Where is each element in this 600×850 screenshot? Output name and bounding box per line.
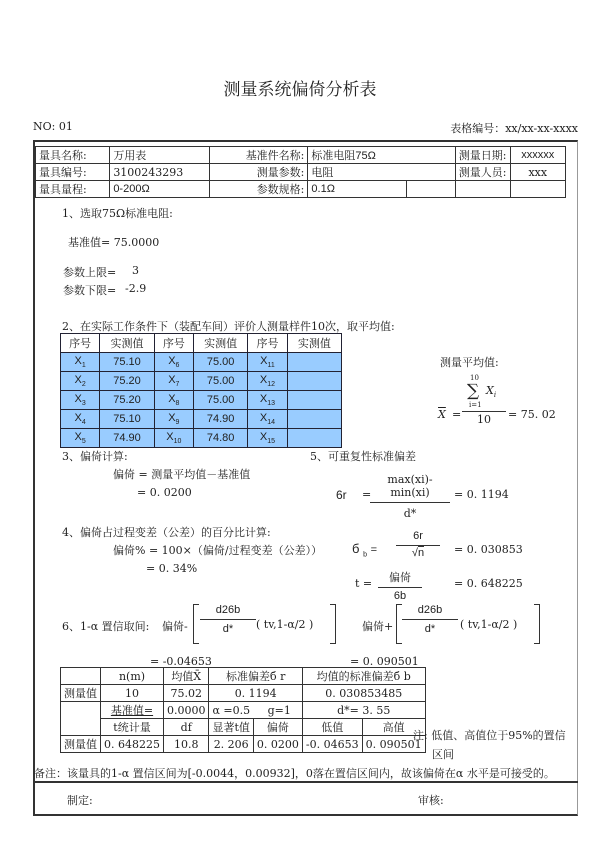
ci-denominator: d* (222, 623, 234, 635)
measured-value: 74.90 (100, 429, 154, 448)
section5-title: 5、可重复性标准偏差 (310, 450, 416, 463)
result-cell: 0. 0200 (253, 736, 302, 753)
sample-letter: X (259, 392, 268, 405)
bias-percent-formula: 偏倚% = 100×（偏倚/过程变差（公差）） (113, 544, 323, 557)
ci-denominator: d* (424, 623, 436, 635)
equals: = (370, 544, 378, 556)
note-line2: 区间 (432, 748, 454, 761)
sample-letter: X (74, 430, 82, 443)
column-header: 显著t值 (209, 719, 253, 736)
sample-letter: X (168, 354, 176, 367)
operator: xxx (510, 164, 566, 181)
sigma-icon: ∑ (467, 381, 480, 401)
sample-number: 12 (267, 381, 276, 389)
sample-index (61, 372, 100, 391)
sample-letter: X (74, 411, 82, 424)
sample-number: 2 (81, 381, 86, 389)
ci-high-result: = 0. 090501 (350, 655, 419, 668)
col-n: n(m) (101, 668, 164, 685)
sample-letter: X (259, 373, 268, 386)
sample-index (248, 429, 287, 448)
column-header: 序号 (154, 334, 193, 353)
sample-letter: X (168, 392, 176, 405)
measured-value: 75.20 (100, 372, 154, 391)
column-header: 实测值 (194, 334, 248, 353)
sum-index: i=1 (469, 401, 482, 409)
result-cell: 0. 090501 (362, 736, 425, 753)
ci-numerator: d26b (417, 604, 443, 616)
upper-limit-label: 参数上限= (63, 266, 117, 279)
measured-value: 75.20 (100, 391, 154, 410)
gauge-no: 3100243293 (110, 164, 209, 181)
ref-label: 基准值= (101, 702, 164, 719)
sample-letter: X (259, 411, 268, 424)
table-row (61, 391, 342, 410)
sample-index (61, 391, 100, 410)
empty-cell (510, 181, 566, 198)
sample-index (154, 353, 193, 372)
xbar-symbol: $\overline{X}$ (438, 408, 446, 421)
measured-value: 75.10 (100, 410, 154, 429)
t-numerator: 偏倚 (389, 571, 411, 584)
sum-var: X (486, 384, 494, 397)
sample-letter: X (74, 354, 82, 367)
empty-cell (61, 668, 101, 685)
sample-letter: X (260, 354, 268, 367)
upper-limit: 3 (132, 264, 139, 277)
range: 0-200Ω (110, 181, 209, 198)
sr-numerator: max(xi)-min(xi) (387, 473, 433, 499)
date-label: 测量日期: (455, 147, 510, 164)
param-label: 测量参数: (209, 164, 308, 181)
row-label: 测量值 (61, 685, 101, 702)
alpha: α =0.5 (212, 703, 251, 717)
header-table (35, 146, 566, 198)
ci-plus-label: 偏倚+ (362, 620, 394, 633)
sample-index (61, 353, 100, 372)
remark: 备注：该量具的1-α 置信区间为[-0.0044，0.00932]，0落在置信区间内，故该偏倚在α 水平是可接受的。 (34, 767, 555, 780)
bias-analysis-form: 测量系统偏倚分析表 NO: 01 表格编号：xx/xx-xx-xxxx 量具名称: 万用表 基准件名称: 标准电阻75Ω 测量日期: xxxxxx 量具编号: 3100243293 测量参数: 电阻 测量人员: xxx 量具量程: 0-200Ω 参数规格: 0.1Ω 1、选取75Ω标准电阻: 基准值= 75.0000 参数上限= 3 参数下限= -2.9 2、在实际工作条件下（装配车间）评价人测量样件10次，取平均值: 序号 实测值 序号 实测值 序号 实测值 $X_1$ 75.10 $X_6$ 75.00 $X_{11}$ $X_2$ 75.20 $X_7$ 75.00 $X_{12}$ $X_3$ 75.20 $X_8$ 75.00 $X_{13}$ $X_4$ 75.10 $X_9$ 74.90 $X_{14}$ $X_5$ 74.90 $X_{10}$ 74.80 $X_{15}$ 测量平均值: $\overline{X}$ = 10 ∑ $X_i$ i=1 10 = 75. 02 3、偏倚计算: 偏倚 = 测量平均值－基准值 = 0. 0200 5、可重复性标准偏差 6r = max(xi)-min(xi) d* = 0. 1194 4、偏倚占过程变差（公差）的百分比计算: 偏倚% = 100×（偏倚/过程变差（公差）） = 0. 34% б $_b$ = 6r √n = 0. 030853 t = 偏倚 6b = 0. 648225 6、1-α 置信取间: 偏倚- d26b d* ( tv,1-α/2 ) 偏倚+ d26b d* ( tv,1-α/2 ) = -0.04653 = 0. 090501 n(m) 均值X̄ 标准偏差б r 均值的标准偏差б b 测量值 10 75.02 0. 1194 0. 030853485 基准值= 0.0000 α =0.5 g=1 d*= 3. 55 t统计量 df 显著t值 偏倚 低值 高值 测量值 0. 648225 10.8 2. 206 0. 0200 -0. 04653 0. 090501 注: 低值、高值位于95%的置信 区间 备注：该量具的1-α 置信区间为[-0.0044，0.00932]，0落在置信区间内，故该偏倚在α 水平是可接受的。 制定: 审核: (0, 0, 600, 850)
result-cell: 测量值 (61, 736, 101, 753)
sigma-b-result: = 0. 030853 (454, 543, 523, 556)
ci-minus-label: 偏倚- (162, 620, 188, 633)
spec-label: 参数规格: (209, 181, 308, 198)
empty-cell (455, 181, 510, 198)
mean-result: = 75. 02 (508, 408, 556, 421)
sample-number: 11 (267, 362, 275, 370)
alpha-g-cell (209, 702, 302, 719)
date: xxxxxx (510, 147, 566, 164)
sample-index (248, 391, 287, 410)
sr-denominator: d* (403, 507, 417, 520)
ci-tv: ( tv,1-α/2 ) (460, 618, 518, 631)
section1-title: 1、选取75Ω标准电阻: (62, 207, 173, 220)
mean-fraction (462, 374, 506, 426)
reviewed-by-label: 审核: (418, 794, 444, 807)
table-row (61, 372, 342, 391)
sample-number: 5 (81, 438, 86, 446)
sample-index (154, 410, 193, 429)
ref-name-label: 基准件名称: (209, 147, 308, 164)
sigma-b-symbol: б (352, 541, 360, 556)
col-sigma-r: 标准偏差б r (209, 668, 302, 685)
sample-number: 3 (81, 400, 86, 408)
bracket-right (534, 604, 540, 644)
sample-letter: X (259, 430, 268, 443)
column-header: 序号 (61, 334, 100, 353)
lower-limit-label: 参数下限= (63, 284, 117, 297)
sample-index (154, 372, 193, 391)
gauge-no-label: 量具编号: (36, 164, 110, 181)
column-header: 序号 (248, 334, 287, 353)
sqrt-icon: √ (411, 547, 418, 559)
column-header: 低值 (302, 719, 362, 736)
operator-label: 测量人员: (455, 164, 510, 181)
measured-value (287, 410, 341, 429)
table-row (61, 353, 342, 372)
ci-tv: ( tv,1-α/2 ) (256, 618, 314, 631)
result-cell: 10.8 (163, 736, 209, 753)
ref-value: 0.0000 (163, 702, 209, 719)
gauge-name-label: 量具名称: (36, 147, 110, 164)
mean-denominator: 10 (477, 413, 491, 426)
column-header: 实测值 (287, 334, 341, 353)
sample-number: 6 (175, 362, 180, 370)
section3-title: 3、偏倚计算: (62, 450, 128, 463)
column-header: t统计量 (101, 719, 164, 736)
sample-number: 1 (81, 362, 86, 370)
result-cell: 2. 206 (209, 736, 253, 753)
measured-value (287, 372, 341, 391)
ref-name: 标准电阻75Ω (308, 147, 455, 164)
measured-value: 74.90 (194, 410, 248, 429)
sigma-r-symbol: 6r (336, 488, 347, 502)
sample-number: 15 (267, 438, 276, 446)
result-cell: 0. 648225 (101, 736, 164, 753)
sb-numerator: 6r (413, 530, 423, 542)
ci-numerator: d26b (215, 604, 241, 616)
t-result: = 0. 648225 (454, 577, 523, 590)
sample-letter: X (74, 373, 82, 386)
sigma-r-result: = 0. 1194 (454, 488, 509, 501)
n-value: 10 (101, 685, 164, 702)
empty-cell (406, 181, 455, 198)
sum-upper: 10 (470, 374, 479, 382)
ci-low-result: = -0.04653 (150, 655, 212, 668)
page-title: 测量系统偏倚分析表 (223, 80, 377, 100)
measured-value: 75.00 (194, 391, 248, 410)
sample-number: 8 (175, 400, 180, 408)
section4-title: 4、偏倚占过程变差（公差）的百分比计算: (62, 526, 271, 539)
column-header: 高值 (362, 719, 425, 736)
sample-letter: X (74, 392, 82, 405)
empty-cell (61, 702, 101, 736)
sample-index (154, 391, 193, 410)
table-row (61, 429, 342, 448)
ref-value: 基准值= 75.0000 (68, 236, 160, 249)
column-header: 偏倚 (253, 719, 302, 736)
sample-index (248, 372, 287, 391)
measured-value: 74.80 (194, 429, 248, 448)
measured-value (287, 429, 341, 448)
sample-number: 9 (175, 419, 180, 427)
sample-index (248, 353, 287, 372)
sample-index (154, 429, 193, 448)
sigma-b-sub: b (363, 551, 367, 559)
mean-value: 75.02 (163, 685, 209, 702)
sample-number: 10 (173, 438, 182, 446)
sample-index (61, 429, 100, 448)
measured-value: 75.00 (194, 372, 248, 391)
sample-number: 14 (267, 419, 276, 427)
gauge-name: 万用表 (110, 147, 209, 164)
column-header: 实测值 (100, 334, 154, 353)
t-label: t = (355, 577, 373, 590)
sigma-r-value: 0. 1194 (209, 685, 302, 702)
spec: 0.1Ω (308, 181, 406, 198)
sum-sub: i (493, 391, 497, 400)
summary-table (60, 667, 426, 753)
footer-divider (33, 781, 578, 783)
form-code: 表格编号：xx/xx-xx-xxxx (450, 122, 578, 135)
section6-title: 6、1-α 置信取间: (62, 620, 150, 633)
measurement-table (60, 333, 342, 448)
sample-letter: X (168, 373, 176, 386)
sb-denominator: n (417, 547, 425, 559)
d-star: d*= 3. 55 (302, 702, 425, 719)
form-number-no: NO: 01 (33, 120, 73, 133)
bracket-right (330, 604, 336, 644)
table-row (61, 410, 342, 429)
col-sigma-b: 均值的标准偏差б b (302, 668, 425, 685)
note-line1: 注: 低值、高值位于95%的置信 (413, 729, 566, 742)
sample-index (248, 410, 287, 429)
measured-value: 75.00 (194, 353, 248, 372)
param: 电阻 (308, 164, 455, 181)
sample-letter: X (168, 411, 176, 424)
column-header: df (163, 719, 209, 736)
bias-result: = 0. 0200 (137, 486, 192, 499)
measured-value: 75.10 (100, 353, 154, 372)
sigma-b-value: 0. 030853485 (302, 685, 425, 702)
result-cell: -0. 04653 (302, 736, 362, 753)
bias-formula: 偏倚 = 测量平均值－基准值 (113, 468, 251, 481)
g: g=1 (267, 703, 291, 717)
sample-index (61, 410, 100, 429)
mean-label: 测量平均值: (440, 356, 499, 369)
prepared-by-label: 制定: (67, 794, 93, 807)
range-label: 量具量程: (36, 181, 110, 198)
sample-number: 7 (175, 381, 180, 389)
sample-letter: X (166, 430, 174, 443)
lower-limit: -2.9 (125, 282, 147, 295)
t-denominator: 6b (393, 590, 407, 602)
col-mean: 均值X̄ (163, 668, 209, 685)
section2-title: 2、在实际工作条件下（装配车间）评价人测量样件10次，取平均值: (62, 320, 395, 333)
bracket-left (193, 604, 199, 644)
measured-value (287, 391, 341, 410)
measured-value (287, 353, 341, 372)
sample-number: 4 (81, 419, 86, 427)
bias-percent-result: = 0. 34% (146, 562, 198, 575)
sample-number: 13 (267, 400, 276, 408)
